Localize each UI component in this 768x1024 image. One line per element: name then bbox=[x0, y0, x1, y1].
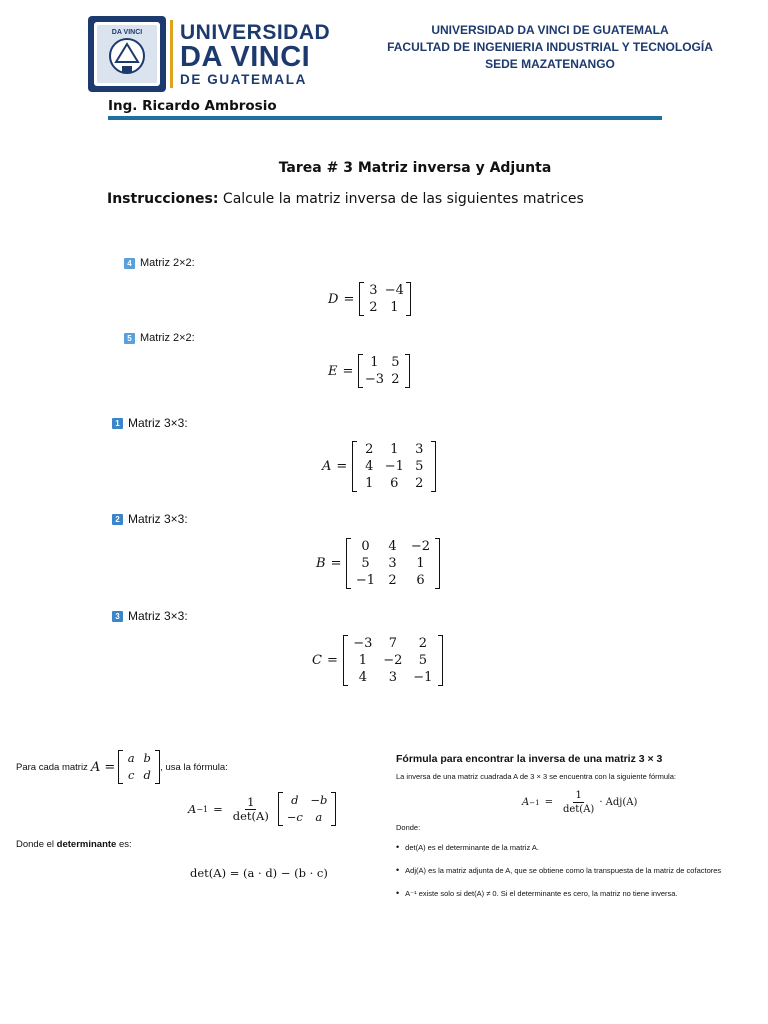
institution-line-3: SEDE MAZATENANGO bbox=[485, 57, 615, 71]
seal-text: DA VINCI bbox=[111, 29, 143, 36]
author-name: Ing. Ricardo Ambrosio bbox=[108, 98, 277, 114]
matrix-cell: 6 bbox=[416, 573, 425, 588]
matrix-cell: d bbox=[291, 793, 299, 807]
inverse-formula-3x3: A −1 = $\frac{1}{\det(A)}$ · Adj(A) bbox=[522, 790, 638, 815]
matrix-cell: 5 bbox=[361, 556, 370, 571]
matrix-equation: C = −3 7 2 1 −2 5 4 3 −1 bbox=[312, 635, 443, 686]
matrix-var: E bbox=[328, 363, 338, 379]
matrix-cell: 6 bbox=[390, 476, 399, 491]
exercise-label-text: Matriz 2×2: bbox=[140, 332, 195, 344]
matrix-cell: 5 bbox=[391, 355, 400, 370]
matrix-cell: −c bbox=[286, 810, 303, 824]
frac-num: 1 bbox=[247, 794, 255, 809]
matrix bbox=[352, 441, 436, 492]
matrix-cell: 3 bbox=[388, 670, 397, 685]
matrix-cell: −3 bbox=[364, 372, 384, 387]
matrix-cell: c bbox=[128, 768, 135, 782]
list-item: • Adj(A) es la matriz adjunta de A, que se obtiene como la transpuesta de la matriz de cofactores bbox=[396, 859, 756, 882]
right-panel-intro: La inversa de una matriz cuadrada A de 3 × 3 se encuentra con la siguiente fórmula: bbox=[396, 772, 676, 781]
matrix-cell: −2 bbox=[410, 539, 431, 554]
exercise-label bbox=[124, 257, 195, 269]
formula-num: 1 bbox=[575, 790, 582, 801]
logo-divider bbox=[170, 20, 173, 88]
page-title: Tarea # 3 Matriz inversa y Adjunta bbox=[278, 160, 552, 176]
exercise-label bbox=[112, 416, 188, 430]
det-prefix: Donde el bbox=[16, 839, 57, 850]
matrix-cell: 4 bbox=[358, 670, 367, 685]
matrix bbox=[358, 354, 410, 388]
institution-block bbox=[380, 22, 720, 73]
definition-list bbox=[396, 836, 756, 905]
matrix-cell: −b bbox=[310, 793, 328, 807]
matrix-equation: A = 2 1 3 4 −1 5 1 6 2 bbox=[322, 441, 436, 492]
matrix-cell: 5 bbox=[415, 459, 424, 474]
matrix-cell: 1 bbox=[416, 556, 425, 571]
two-by-two-intro: Para cada matriz A = a b c d , usa la fórmula: bbox=[16, 751, 228, 782]
matrix-cell: 0 bbox=[361, 539, 370, 554]
matrix-cell: 1 bbox=[358, 653, 367, 668]
matrix-cell: 1 bbox=[390, 300, 399, 315]
matrix-cell: −1 bbox=[355, 573, 376, 588]
exercise-label-text: Matriz 3×3: bbox=[128, 609, 188, 623]
matrix-cell: a bbox=[127, 751, 135, 765]
matrix-cell: −2 bbox=[383, 653, 403, 668]
number-badge-icon: 3 bbox=[112, 611, 123, 622]
matrix-cell: −3 bbox=[353, 636, 373, 651]
list-item: • det(A) es el determinante de la matriz A. bbox=[396, 836, 756, 859]
matrix bbox=[343, 635, 443, 686]
matrix-cell: −1 bbox=[384, 459, 404, 474]
right-panel-title: Fórmula para encontrar la inversa de una matriz 3 × 3 bbox=[396, 753, 663, 765]
matrix-var: A bbox=[322, 459, 332, 474]
matrix-cell: d bbox=[143, 768, 151, 782]
formula-fraction bbox=[561, 789, 596, 816]
generic-matrix bbox=[118, 750, 160, 784]
determinant-intro bbox=[16, 839, 132, 850]
formula-rhs: · Adj(A) bbox=[599, 797, 638, 808]
matrix bbox=[346, 538, 440, 589]
exercise-label bbox=[112, 512, 188, 526]
number-badge-icon: 2 bbox=[112, 514, 123, 525]
adjugate-matrix bbox=[278, 792, 336, 826]
determinant-formula: det(A) = (a · d) − (b · c) bbox=[190, 866, 328, 880]
matrix-cell: 4 bbox=[388, 539, 397, 554]
exercise-label-text: Matriz 3×3: bbox=[128, 416, 188, 430]
inverse-fraction bbox=[231, 796, 271, 823]
instructions-label: Instrucciones: bbox=[107, 191, 219, 207]
det-bold: determinante bbox=[56, 839, 117, 850]
formula-den: det(A) bbox=[562, 804, 595, 815]
matrix-equation: E = 1 5 −3 2 bbox=[328, 354, 410, 388]
formula-sup: −1 bbox=[529, 798, 540, 807]
number-badge-icon: 4 bbox=[124, 258, 135, 269]
matrix-cell: 2 bbox=[391, 372, 400, 387]
number-badge-icon: 5 bbox=[124, 333, 135, 344]
exercise-label bbox=[112, 609, 188, 623]
matrix-cell: 3 bbox=[369, 283, 378, 298]
exercise-label bbox=[124, 332, 195, 344]
matrix-cell: 2 bbox=[388, 573, 397, 588]
logo-line-1: UNIVERSIDAD bbox=[180, 21, 331, 44]
matrix-cell: b bbox=[143, 751, 151, 765]
instructions-text: Calcule la matriz inversa de las siguientes matrices bbox=[218, 191, 584, 207]
exercise-label-text: Matriz 3×3: bbox=[128, 512, 188, 526]
intro-prefix: Para cada matriz bbox=[16, 761, 88, 773]
inverse-sup: −1 bbox=[196, 804, 209, 814]
where-label: Donde: bbox=[396, 823, 421, 832]
number-badge-icon: 1 bbox=[112, 418, 123, 429]
matrix-cell: 1 bbox=[390, 442, 399, 457]
matrix-cell: 7 bbox=[388, 636, 397, 651]
matrix-var: C bbox=[312, 653, 322, 668]
matrix-cell: 1 bbox=[370, 355, 379, 370]
instructions bbox=[107, 191, 584, 207]
matrix-equation: D = 3 −4 2 1 bbox=[328, 282, 411, 316]
matrix-cell: 3 bbox=[415, 442, 424, 457]
matrix-cell: 2 bbox=[415, 476, 424, 491]
matrix-cell: 2 bbox=[365, 442, 374, 457]
matrix-var: B bbox=[316, 556, 326, 571]
det-suffix: es: bbox=[116, 839, 132, 850]
matrix-cell: 2 bbox=[418, 636, 427, 651]
inverse-lhs: A bbox=[188, 802, 197, 816]
university-logo bbox=[180, 22, 330, 87]
institution-line-2: FACULTAD DE INGENIERIA INDUSTRIAL Y TECNOLOGÍA bbox=[387, 40, 713, 54]
matrix-cell: −4 bbox=[384, 283, 404, 298]
matrix bbox=[359, 282, 411, 316]
institution-line-1: UNIVERSIDAD DA VINCI DE GUATEMALA bbox=[431, 23, 669, 37]
matrix-var: D bbox=[328, 291, 339, 307]
formula-lhs: A bbox=[522, 797, 530, 808]
intro-var: A bbox=[90, 759, 101, 775]
logo-line-2: DA VINCI bbox=[180, 41, 311, 73]
university-seal-icon bbox=[88, 16, 166, 92]
matrix-cell: 5 bbox=[418, 653, 427, 668]
frac-den: det(A) bbox=[232, 808, 269, 823]
matrix-cell: 3 bbox=[388, 556, 397, 571]
logo-line-3: DE GUATEMALA bbox=[180, 72, 307, 87]
matrix-cell: a bbox=[315, 810, 323, 824]
matrix-equation: B = 0 4 −2 5 3 1 −1 2 6 bbox=[316, 538, 440, 589]
list-item: • A⁻¹ existe solo si det(A) ≠ 0. Si el determinante es cero, la matriz no tiene inversa. bbox=[396, 882, 756, 905]
exercise-label-text: Matriz 2×2: bbox=[140, 257, 195, 269]
matrix-cell: 4 bbox=[365, 459, 374, 474]
matrix-cell: 1 bbox=[365, 476, 374, 491]
header-rule bbox=[108, 116, 662, 120]
matrix-cell: −1 bbox=[413, 670, 433, 685]
inverse-formula-2x2: A −1 = $\frac{1}{\det(A)}$ d −b −c a bbox=[188, 792, 336, 826]
matrix-cell: 2 bbox=[369, 300, 378, 315]
intro-suffix: , usa la fórmula: bbox=[160, 761, 228, 773]
